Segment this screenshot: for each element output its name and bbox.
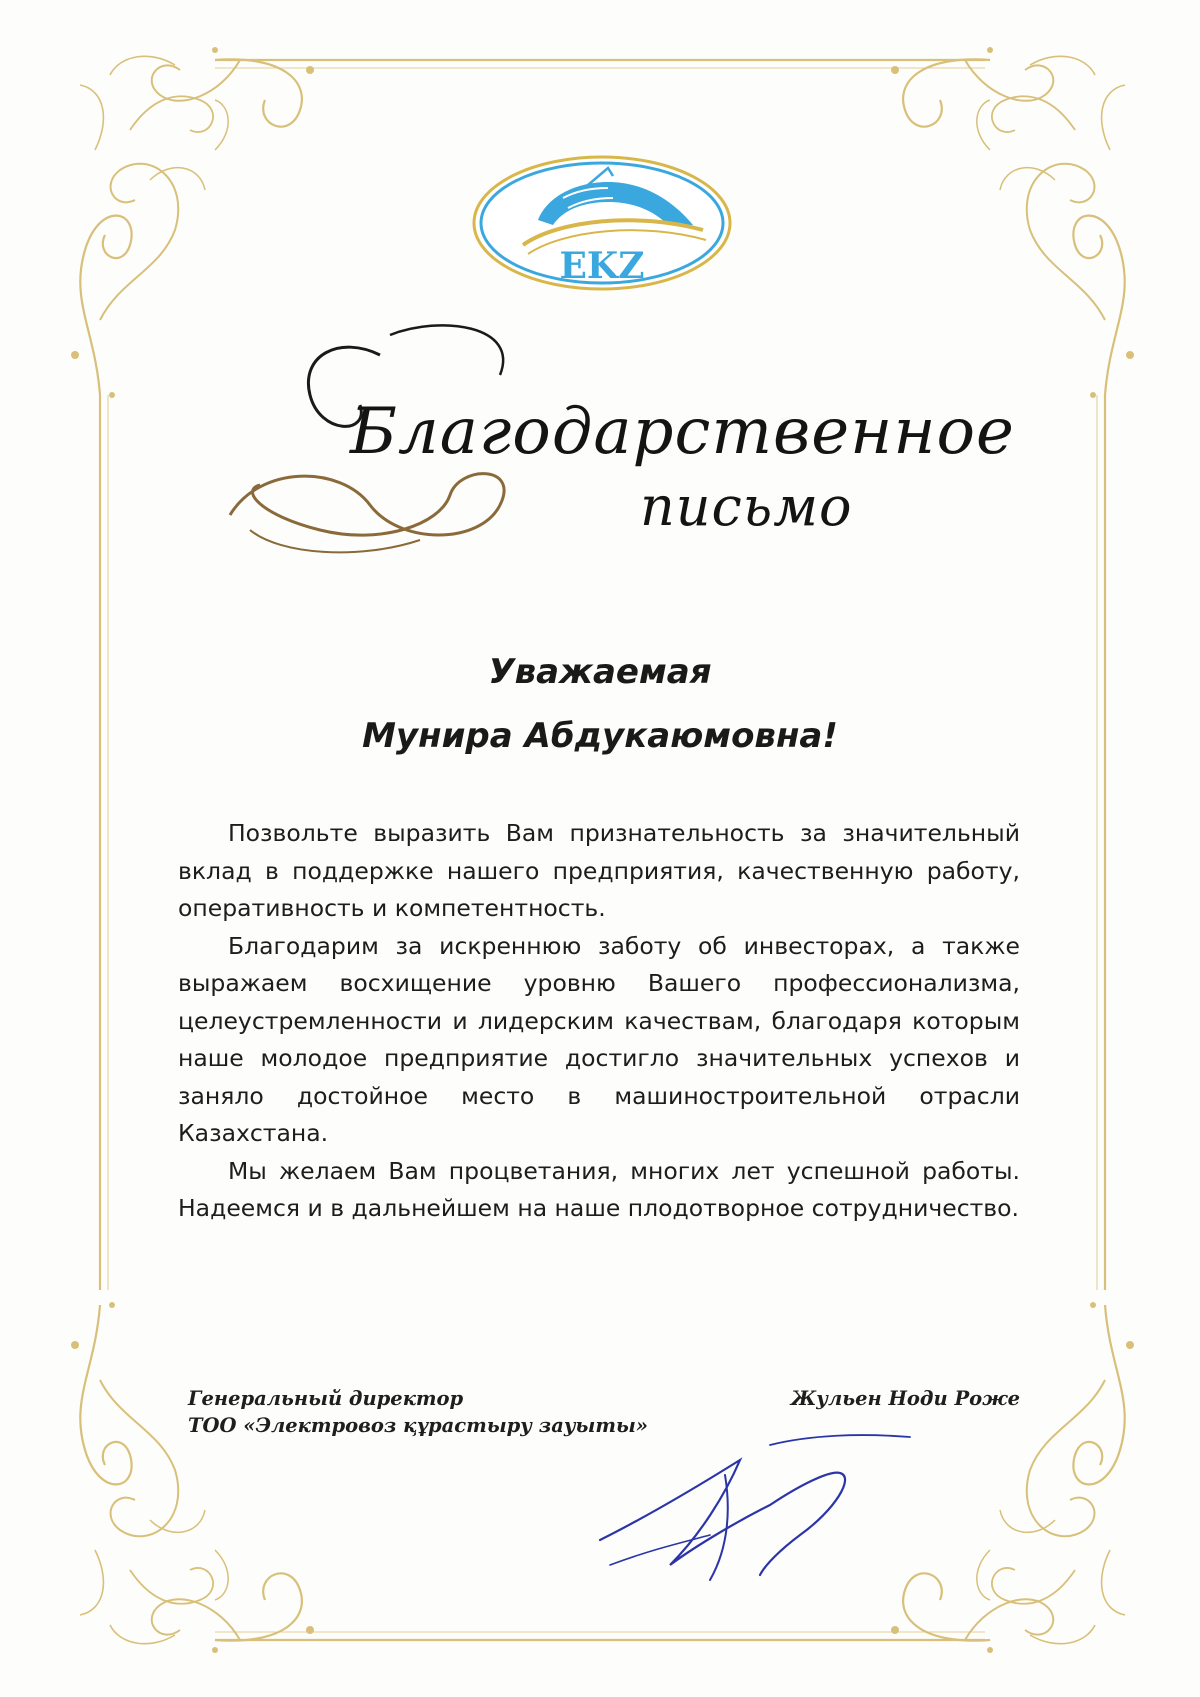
paragraph-3: Мы желаем Вам процветания, многих лет успешной работы. Надеемся и в дальнейшем на наше плодотворное сотрудничество.: [178, 1156, 1020, 1222]
signatory-company: ТОО «Электровоз құрастыру зауыты»: [188, 1414, 648, 1437]
letter-body: [178, 815, 1020, 1228]
ekz-logo: [468, 150, 736, 296]
title-line-2: письмо: [640, 475, 853, 538]
title-line-1: Благодарственное: [350, 395, 1015, 469]
signatory-name: Жульен Ноди Роже: [790, 1387, 1020, 1410]
paragraph-2: Благодарим за искреннюю заботу об инвесторах, а также выражаем восхищение уровню Вашего профессионализма, целеустремленности и лидерским качествам, благодаря которым наше молодое предприятие достигло значительных успехов и заняло достойное место в машиностроительной отрасли Казахстана.: [178, 931, 1020, 1147]
signatory-position: Генеральный директор: [188, 1387, 464, 1410]
logo-text: EKZ: [559, 245, 645, 287]
handwritten-signature: [590, 1415, 950, 1595]
title-block: [220, 315, 1020, 595]
salutation-line-1: Уважаемая: [488, 652, 712, 692]
paragraph-1: Позвольте выразить Вам признательность за значительный вклад в поддержке нашего предприятия, качественную работу, оперативность и компетентность.: [178, 819, 1020, 922]
corner-ornament-bottom-left: [71, 1302, 314, 1653]
salutation-line-2: Мунира Абдукаюмовна!: [362, 716, 838, 756]
salutation: [200, 640, 1000, 768]
